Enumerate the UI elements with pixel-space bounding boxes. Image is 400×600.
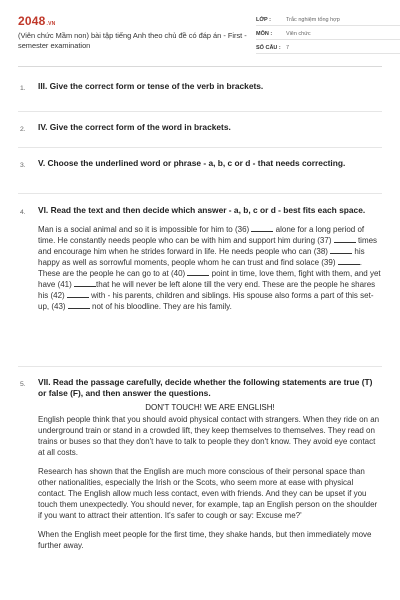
- question-text: V. Choose the underlined word or phrase - a, b, c or d - that needs correcting.: [38, 158, 346, 168]
- document-title: (Viên chức Mầm non) bài tập tiếng Anh theo chủ đề có đáp án - First - semester examination: [18, 31, 247, 50]
- meta-table: [256, 14, 400, 56]
- passage-segment: not of his bloodline. They are his family.: [89, 302, 232, 311]
- passage-segment: Man is a social animal and so it is impossible for him to (36): [38, 225, 252, 234]
- answer-blank: [67, 290, 89, 298]
- document-header: [18, 0, 382, 67]
- question-text: VII. Read the passage carefully, decide whether the following statements are true (T) or false (F), and then answer the questions.: [38, 377, 373, 398]
- answer-blank: [74, 279, 96, 287]
- question-number: 5.: [20, 381, 26, 388]
- cloze-passage: [38, 224, 382, 312]
- passage-paragraph: Research has shown that the English are much more conscious of their personal space than other nationalities, especially the Irish or the Scots, who seem more at ease with physical contact. The English allow much less contact, even with friends. And they can be upset if you touch them unexpectedly. You should never, for example, tap an English person on the shoulder if you want to attract their attention. It's safer to cough or say: Excuse me?': [38, 467, 378, 520]
- answer-blank: [330, 246, 352, 254]
- question-item: [18, 67, 382, 112]
- meta-label: LỚP :: [256, 16, 271, 23]
- question-item: [18, 194, 382, 367]
- passage-segment: point in time, love them, fight with them, and yet have (41): [38, 269, 381, 289]
- question-text: IV. Give the correct form of the word in brackets.: [38, 122, 231, 132]
- meta-row-subject: [256, 28, 400, 40]
- meta-value: Viên chức: [286, 30, 311, 37]
- answer-blank: [338, 257, 360, 265]
- passage-title: DON'T TOUCH! WE ARE ENGLISH!: [145, 403, 275, 412]
- meta-value: 7: [286, 44, 290, 51]
- answer-blank: [251, 224, 273, 232]
- question-number: 3.: [20, 162, 26, 169]
- question-item: [18, 148, 382, 194]
- site-logo[interactable]: [18, 14, 55, 28]
- meta-row-question-count: [256, 42, 400, 54]
- meta-label: MÔN :: [256, 30, 273, 37]
- answer-blank: [187, 268, 209, 276]
- meta-value: Trắc nghiệm tổng hợp: [286, 16, 340, 23]
- question-item: [18, 367, 382, 599]
- passage-segment: alone for a long period of time. He constantly needs people who can be with him and support him during (37): [38, 225, 365, 245]
- answer-blank: [68, 301, 90, 309]
- passage-segment: . These are the people he can go to at (40): [38, 258, 362, 278]
- passage-segment: with - his parents, children and siblings. His spouse also forms a part of this set-up, (43): [38, 291, 374, 311]
- passage-segment: his happy as well as sorrowful moments, people whom he can trust and find solace (39): [38, 247, 365, 267]
- passage-segment: times and encourage him when he strides forward in life. He needs people who can (38): [38, 236, 378, 256]
- question-text: VI. Read the text and then decide which answer - a, b, c or d - best fits each space.: [38, 205, 366, 215]
- logo-text: 2048: [18, 14, 46, 28]
- passage-paragraph: English people think that you should avoid physical contact with strangers. When they ride on an underground train or stand in a crowded lift, they keep themselves to themselves. They read on trains or buses so that they don't have to talk to people they don't know. They avoid eye contact at all costs.: [38, 415, 380, 457]
- meta-label: SỐ CÂU :: [256, 44, 281, 51]
- answer-blank: [334, 235, 356, 243]
- question-number: 2.: [20, 126, 26, 133]
- question-number: 4.: [20, 209, 26, 216]
- question-item: [18, 112, 382, 148]
- question-text: III. Give the correct form or tense of the verb in brackets.: [38, 81, 264, 91]
- meta-row-class: [256, 14, 400, 26]
- passage-segment: that he will never be left alone till the very end. These are the people he shares his (42): [38, 280, 376, 300]
- passage-paragraph: When the English meet people for the first time, they shake hands, but then immediately move further away.: [38, 530, 372, 550]
- question-number: 1.: [20, 85, 26, 92]
- logo-suffix: .VN: [46, 21, 56, 27]
